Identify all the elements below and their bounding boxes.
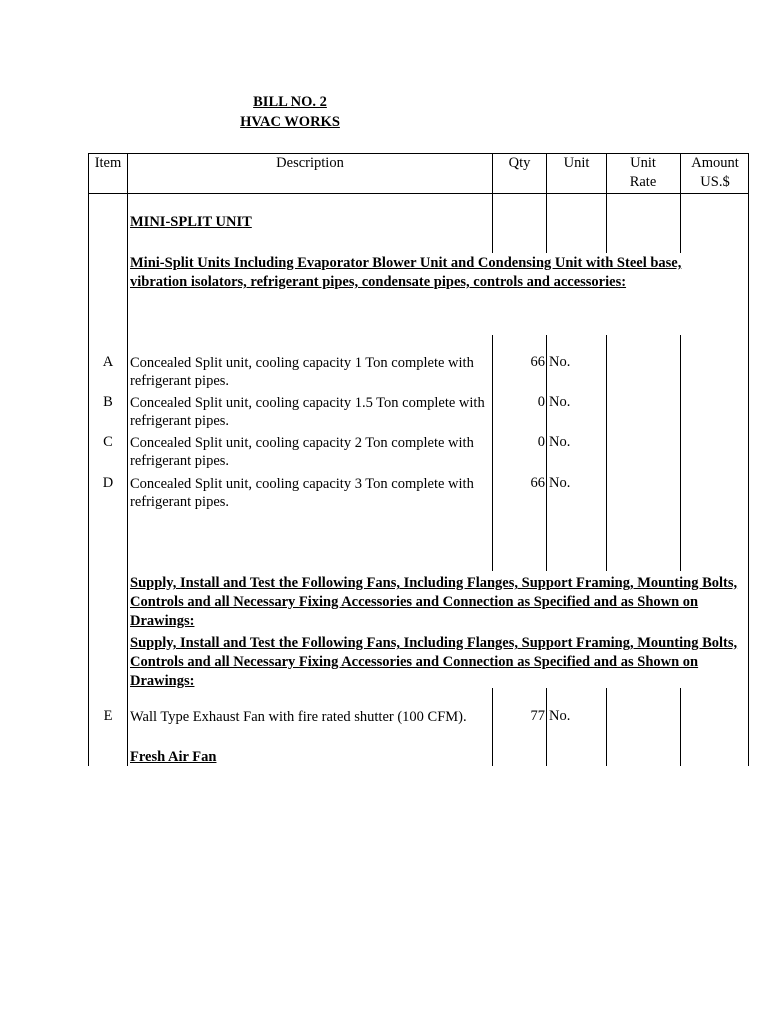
header-unit-rate: Unit Rate [629,155,657,190]
row-b-description: Concealed Split unit, cooling capacity 1.5 Ton complete with refrigerant pipes. [130,395,485,429]
amount-col-left-header [680,153,681,253]
row-c-description: Concealed Split unit, cooling capacity 2 Ton complete with refrigerant pipes. [130,435,474,469]
header-bottom-border [88,193,749,194]
unit-col-left-low [546,688,547,766]
section-mini-split-sub: Mini-Split Units Including Evaporator Blower Unit and Condensing Unit with Steel base, vibration isolators, refrigerant pipes, condensate pipes, controls and accessories: [130,255,682,290]
row-b-item: B [103,394,113,410]
row-a-description: Concealed Split unit, cooling capacity 1 Ton complete with refrigerant pipes. [130,355,474,389]
section-mini-split: MINI-SPLIT UNIT [130,214,252,230]
amount-col-left-low [680,688,681,766]
row-b-unit: No. [549,394,571,410]
row-d-qty: 66 [530,475,545,491]
row-e-description: Wall Type Exhaust Fan with fire rated shutter (100 CFM). [130,709,467,725]
rate-col-left-mid [606,335,607,571]
header-unit: Unit [563,155,590,171]
rate-col-left-low [606,688,607,766]
table-left-border [88,153,89,766]
item-col-divider [127,153,128,766]
header-item: Item [94,155,122,171]
row-e-qty: 77 [530,708,545,724]
row-d-unit: No. [549,475,571,491]
row-d-description: Concealed Split unit, cooling capacity 3 Ton complete with refrigerant pipes. [130,476,474,510]
table-right-border [748,153,749,766]
qty-col-left-mid [492,335,493,571]
section-fans-1: Supply, Install and Test the Following Fans, Including Flanges, Support Framing, Mounting Bolts, Controls and all Necessary Fixing Accessories and Connection as Specified and as Shown on Drawings: [130,575,738,629]
bill-number: BILL NO. 2 [253,94,327,110]
amount-col-left-mid [680,335,681,571]
row-a-qty: 66 [530,354,545,370]
row-a-item: A [102,354,114,370]
row-d-item: D [102,475,114,491]
section-fresh-air: Fresh Air Fan [130,749,217,765]
row-c-qty: 0 [537,434,545,450]
header-qty: Qty [508,155,531,171]
header-amount: Amount US.$ [691,155,739,190]
row-e-item: E [103,708,113,724]
unit-col-left-mid [546,335,547,571]
rate-col-left-header [606,153,607,253]
row-e-unit: No. [549,708,571,724]
bill-title: HVAC WORKS [240,114,340,130]
row-b-qty: 0 [537,394,545,410]
row-a-unit: No. [549,354,571,370]
row-c-unit: No. [549,434,571,450]
row-c-item: C [103,434,113,450]
header-description: Description [276,155,344,171]
section-fans-2: Supply, Install and Test the Following Fans, Including Flanges, Support Framing, Mounting Bolts, Controls and all Necessary Fixing Accessories and Connection as Specified and as Shown on Drawings: [130,635,738,689]
qty-col-left-low [492,688,493,766]
